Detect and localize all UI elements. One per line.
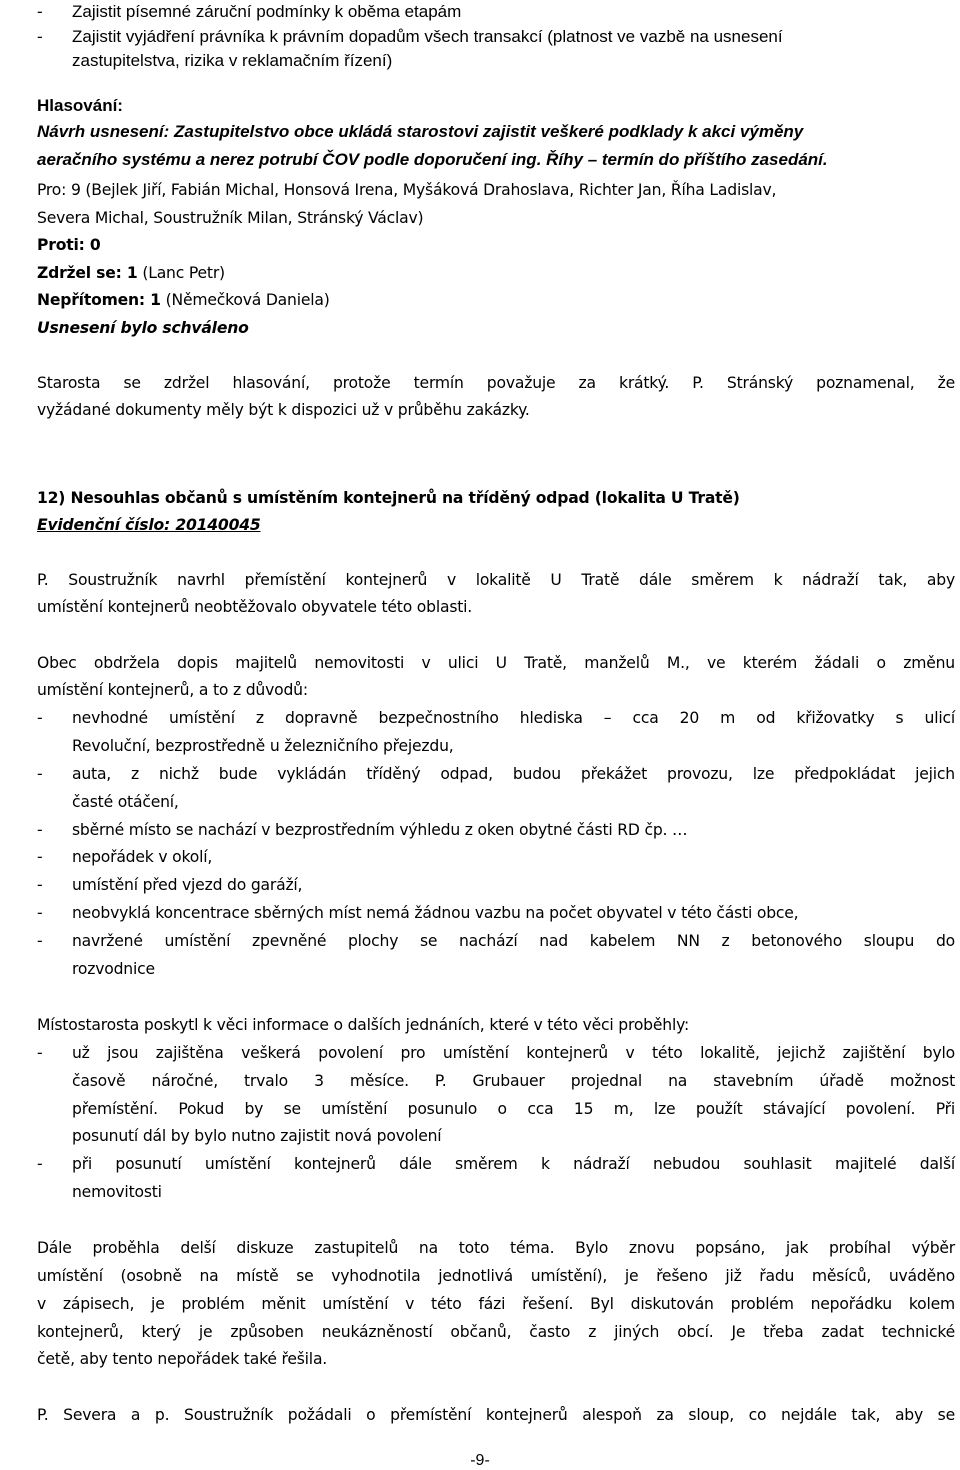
paragraph-line: umístění kontejnerů, a to z důvodů: — [37, 681, 308, 699]
page-number: -9- — [470, 1452, 490, 1469]
paragraph-line: P. Soustružník navrhl přemístění kontejnerů v lokalitě U Tratě dále směrem k nádraží tak, aby — [37, 571, 955, 589]
vote-for-names: Severa Michal, Soustružník Milan, Stránský Václav) — [37, 209, 424, 227]
vote-heading: Hlasování: — [37, 96, 123, 115]
paragraph-line: Starosta se zdržel hlasování, protože termín považuje za krátký. P. Stránský poznamenal, že — [37, 374, 955, 392]
vote-against: Proti: 0 — [37, 236, 101, 254]
paragraph-line: četě, aby tento nepořádek také řešila. — [37, 1350, 328, 1368]
list-item-continuation: přemístění. Pokud by se umístění posunulo o cca 15 m, lze použít stávající povolení. Při — [72, 1100, 955, 1118]
vote-absent: Nepřítomen: 1 (Němečková Daniela) — [37, 291, 330, 309]
registration-number: Evidenční číslo: 20140045 — [37, 516, 261, 534]
paragraph-line: Místostarosta poskytl k věci informace o dalších jednáních, které v této věci proběhly: — [37, 1016, 690, 1034]
vote-abstain: Zdržel se: 1 (Lanc Petr) — [37, 264, 225, 282]
paragraph-line: vyžádané dokumenty měly být k dispozici už v průběhu zakázky. — [37, 401, 530, 419]
list-item-continuation: časté otáčení, — [72, 793, 179, 811]
paragraph-line: kontejnerů, který je způsoben neukázněností občanů, často z jiných obcí. Je třeba zadat technické — [37, 1323, 955, 1341]
section-title: 12) Nesouhlas občanů s umístěním kontejnerů na tříděný odpad (lokalita U Tratě) — [37, 489, 740, 507]
list-item-continuation: nemovitosti — [72, 1183, 162, 1201]
paragraph-line: Obec obdržela dopis majitelů nemovitosti v ulici U Tratě, manželů M., ve kterém žádali o změnu — [37, 654, 955, 672]
list-item-continuation: zastupitelstva, rizika v reklamačním řízení) — [72, 51, 393, 70]
list-item-continuation: posunutí dál by bylo nutno zajistit nová povolení — [72, 1127, 442, 1145]
paragraph-line: P. Severa a p. Soustružník požádali o přemístění kontejnerů alespoň za sloup, co nejdále tak, aby se — [37, 1406, 955, 1424]
vote-for: Pro: 9 (Bejlek Jiří, Fabián Michal, Honsová Irena, Myšáková Drahoslava, Richter Jan, Říha Ladislav, — [37, 181, 777, 199]
paragraph-line: Dále proběhla delší diskuze zastupitelů na toto téma. Bylo znovu popsáno, jak probíhal výběr — [37, 1239, 955, 1257]
vote-result: Usnesení bylo schváleno — [37, 319, 249, 337]
list-item-continuation: Revoluční, bezprostředně u železničního přejezdu, — [72, 737, 454, 755]
resolution-proposal: aeračního systému a nerez potrubí ČOV podle doporučení ing. Říhy – termín do příštího zasedání. — [37, 150, 828, 169]
list-item-continuation: časově náročné, trvalo 3 měsíce. P. Grubauer projednal na stavebním úřadě možnost — [72, 1072, 955, 1090]
paragraph-line: umístění (osobně na místě se vyhodnotila jednotlivá umístění), je řešeno již řadu měsíců, uváděno — [37, 1267, 955, 1285]
paragraph-line: umístění kontejnerů neobtěžovalo obyvatele této oblasti. — [37, 598, 473, 616]
paragraph-line: v zápisech, je problém měnit umístění v této fázi řešení. Byl diskutován problém nepořádku kolem — [37, 1295, 955, 1313]
resolution-proposal: Návrh usnesení: Zastupitelstvo obce ukládá starostovi zajistit veškeré podklady k akci výměny — [37, 122, 804, 141]
list-item-continuation: rozvodnice — [72, 960, 155, 978]
